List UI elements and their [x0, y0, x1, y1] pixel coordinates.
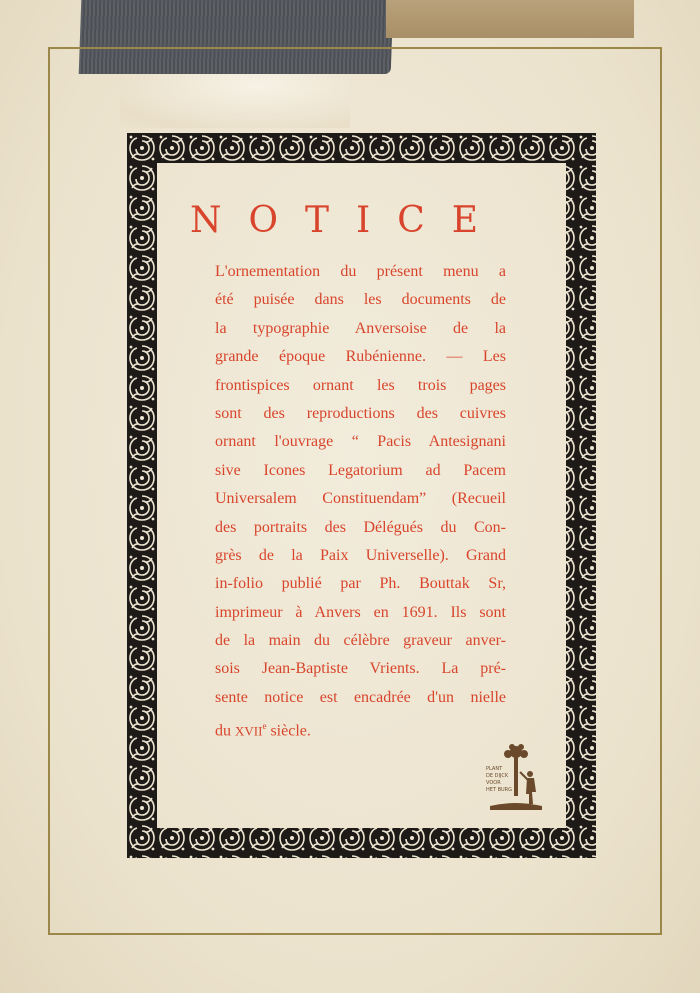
svg-text:HET BURG: HET BURG: [486, 787, 513, 793]
notice-line: Universalem Constituendam” (Recueil: [215, 490, 506, 508]
notice-line-last: [215, 712, 506, 740]
svg-text:PLANT: PLANT: [486, 766, 503, 772]
notice-line: ornant l'ouvrage “ Pacis Antesignani: [215, 433, 506, 451]
svg-text:DE DIJCK: DE DIJCK: [486, 773, 509, 779]
notice-line: grès de la Paix Universelle). Grand: [215, 546, 506, 564]
notice-title: NOTICE: [190, 200, 506, 241]
century-numeral: XVII: [235, 723, 263, 739]
notice-line: L'ornementation du présent menu a: [215, 263, 506, 280]
notice-line: sente notice est encadrée d'un nielle: [215, 688, 506, 706]
notice-line: imprimeur à Anvers en 1691. Ils sont: [215, 603, 506, 621]
notice-line: sont des reproductions des cuivres: [215, 404, 506, 422]
notice-body: [215, 258, 506, 741]
notice-line: des portraits des Délégués du Con-: [215, 518, 506, 536]
notice-line: sois Jean-Baptiste Vrients. La pré-: [215, 660, 506, 678]
notice-line: la typographie Anversoise de la: [215, 319, 506, 337]
notice-line: grande époque Rubénienne. — Les: [215, 348, 506, 366]
notice-line: in-folio publié par Ph. Bouttak Sr,: [215, 575, 506, 593]
last-line-prefix: du: [215, 722, 235, 740]
notice-line: frontispices ornant les trois pages: [215, 376, 506, 394]
notice-line: de la main du célèbre graveur anver-: [215, 632, 506, 650]
century-superscript: e: [262, 721, 267, 732]
printer-mark-icon: [484, 742, 546, 812]
svg-text:VOOR: VOOR: [486, 780, 501, 786]
last-line-end: siècle.: [266, 722, 311, 740]
notice-line: sive Icones Legatorium ad Pacem: [215, 461, 506, 479]
notice-line: été puisée dans les documents de: [215, 291, 506, 309]
brown-tape-strip: [386, 0, 634, 38]
